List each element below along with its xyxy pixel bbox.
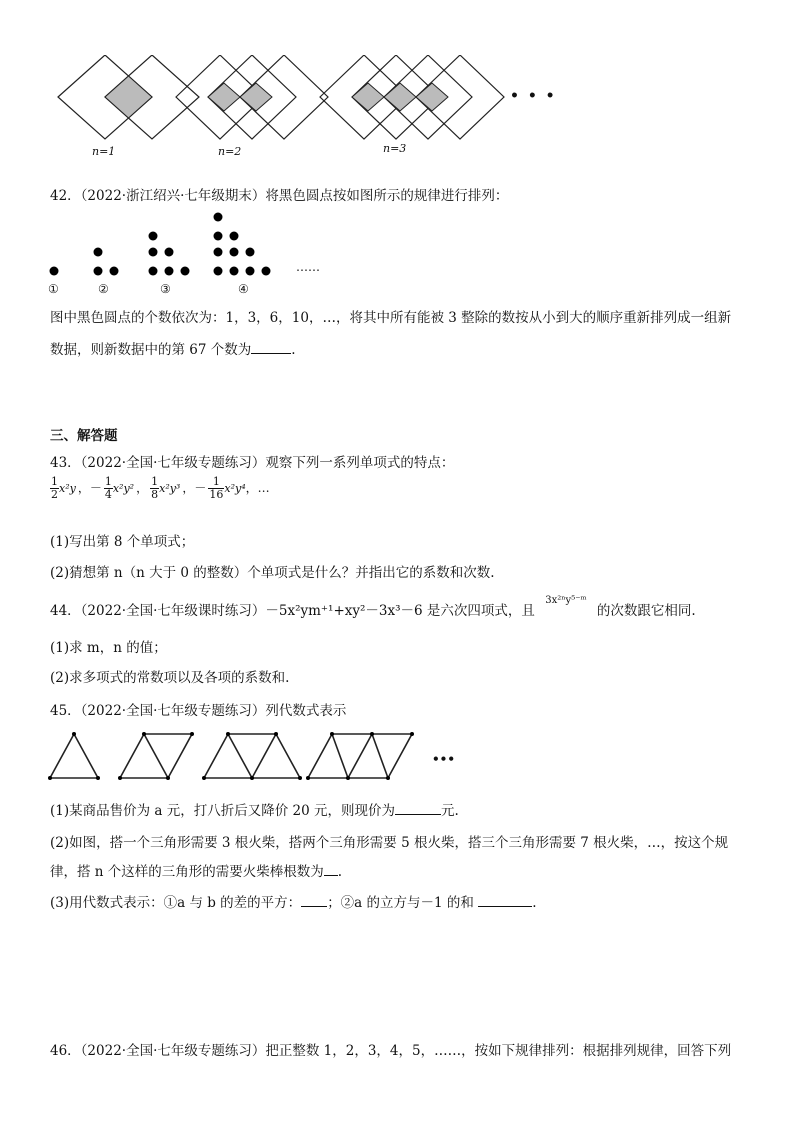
q45-sub3-blank-1[interactable]: [301, 895, 327, 907]
dot-label-2: ②: [98, 282, 109, 296]
q43-term-denominator: 2: [51, 488, 58, 501]
q44-sub1: (1)求 m，n 的值；: [50, 640, 167, 656]
q45-sub1: [50, 799, 459, 819]
q45-sub2-line2: [50, 860, 342, 880]
q43-term-denominator: 16: [209, 488, 224, 501]
q43-sub1: (1)写出第 8 个单项式；: [50, 534, 195, 550]
q45-sub3-text: (3)用代数式表示：①a 与 b 的差的平方：: [50, 895, 302, 911]
q42-line2: [50, 338, 296, 358]
q43-term-coefficient: [208, 476, 224, 501]
q45-sub2-text: 律，搭 n 个这样的三角形的需要火柴棒根数为: [50, 864, 324, 880]
diamond-pattern-figure: [50, 55, 570, 165]
q45-sub1-tail: 元.: [441, 803, 459, 819]
q44-header-tail: 的次数跟它相同.: [596, 603, 696, 619]
q45-sub2-blank[interactable]: [324, 864, 338, 876]
q45-sub3-mid: ；②a 的立方与－1 的和: [327, 895, 474, 911]
q43-term-sign: ，－: [77, 481, 102, 495]
q43-term-denominator: 4: [104, 488, 112, 501]
q43-term-variables: x²y⁴: [224, 482, 246, 495]
dot-label-1: ①: [48, 282, 59, 296]
diamond-label-2: n=2: [218, 145, 242, 158]
q44-formula: 3x²ⁿy⁵⁻ᵐ: [545, 595, 587, 606]
q43-header: 43．（2022·全国·七年级专题练习）观察下列一系列单项式的特点：: [50, 455, 455, 471]
q45-sub3: [50, 891, 537, 911]
q42-line2-text: 数据，则新数据中的第 67 个数为: [50, 342, 252, 358]
q43-terms-tail: ，…: [245, 481, 270, 495]
q42-header: 42．（2022·浙江绍兴·七年级期末）将黑色圆点按如图所示的规律进行排列：: [50, 188, 509, 204]
q43-term-numerator: 1: [151, 475, 159, 488]
q43-term-variables: x²y²: [112, 482, 135, 495]
section-title: 三、解答题: [50, 428, 118, 444]
diamond-label-3: n=3: [383, 142, 407, 155]
q45-sub1-text: (1)某商品售价为 a 元，打八折后又降价 20 元，则现价为: [50, 803, 396, 819]
q45-sub2-line1: (2)如图，搭一个三角形需要 3 根火柴，搭两个三角形需要 5 根火柴，搭三个三角形需要 7 根火柴，…，按这个规: [50, 835, 729, 851]
q43-sub2: (2)猜想第 n（n 大于 0 的整数）个单项式是什么？并指出它的系数和次数.: [50, 565, 495, 581]
dot-label-3: ③: [160, 282, 171, 296]
matchstick-triangles-figure: [44, 728, 444, 788]
q42-line1: 图中黑色圆点的个数依次为：1，3，6，10，…，将其中所有能被 3 整除的数按从小到大的顺序重新排列成一组新: [50, 310, 732, 326]
dot-label-4: ④: [238, 282, 249, 296]
q43-term-coefficient: [104, 476, 113, 501]
q43-term-sign: ，－: [182, 481, 207, 495]
q43-term-coefficient: [150, 476, 159, 501]
q45-sub3-tail: .: [532, 895, 537, 911]
dot-figure-ellipsis: ……: [296, 260, 320, 274]
q44-header: [50, 595, 696, 619]
q43-term-numerator: 1: [104, 475, 112, 488]
q45-sub3-blank-2[interactable]: [478, 895, 532, 907]
q45-sub1-blank[interactable]: [395, 803, 441, 815]
q43-term-sign: ，: [136, 481, 149, 495]
q44-header-text: 44．（2022·全国·七年级课时练习）－5x²ym⁺¹+xy²－3x³－6 是六次四项式，且: [50, 603, 535, 619]
q44-sub2: (2)求多项式的常数项以及各项的系数和.: [50, 670, 290, 686]
q45-sub2-tail: .: [337, 864, 343, 880]
q46-header: 46．（2022·全国·七年级专题练习）把正整数 1，2，3，4，5，……，按如下规律排列：根据排列规律，回答下列: [50, 1043, 732, 1059]
diamond-label-1: n=1: [92, 145, 116, 158]
q45-header: 45．（2022·全国·七年级专题练习）列代数式表示: [50, 703, 347, 719]
dot-triangle-figure: [44, 208, 284, 283]
q43-term-coefficient: [50, 476, 59, 501]
q42-line2-end: .: [291, 342, 296, 358]
q43-term-variables: x²y³: [159, 482, 181, 495]
q43-term-numerator: 1: [51, 475, 58, 488]
q43-terms: [50, 476, 270, 501]
q43-term-numerator: 1: [208, 476, 224, 489]
diamond-ellipsis: • • •: [510, 88, 557, 104]
q42-answer-blank[interactable]: [251, 342, 291, 354]
q43-term-denominator: 8: [151, 488, 159, 501]
triangle-figure-ellipsis: •••: [432, 752, 456, 766]
q43-term-variables: x²y: [59, 482, 76, 495]
